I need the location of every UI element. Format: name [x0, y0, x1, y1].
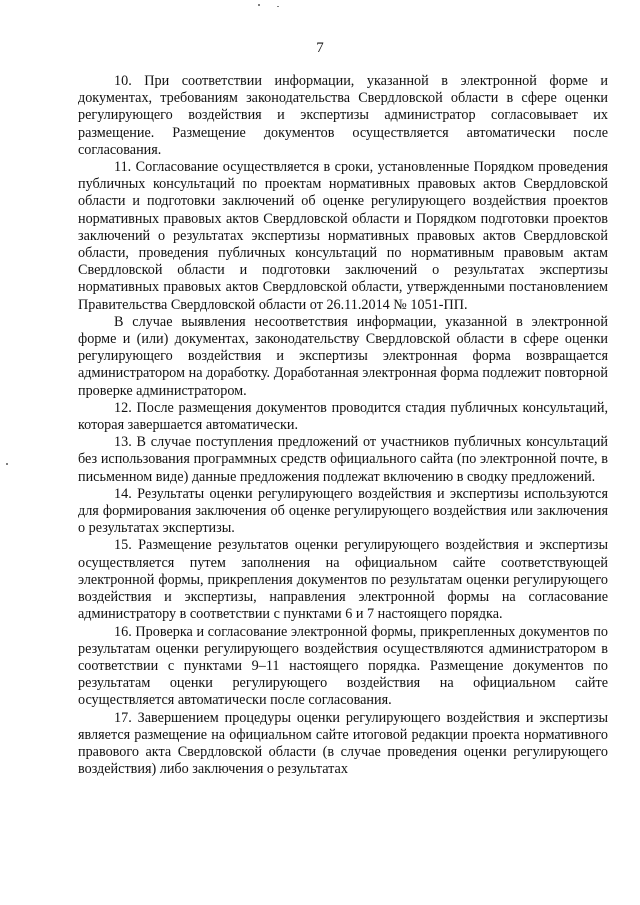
paragraph-11-continuation: В случае выявления несоответствия информации, указанной в электронной форме и (или) документах, законодательству Свердловской области в сфере оценки регулирующего воздействия и экспертизы электронная форма возвращается администратором на доработку. Доработанная электронная форма подлежит повторной проверке администратором. [78, 313, 608, 399]
document-body [78, 73, 608, 778]
paragraph-15: 15. Размещение результатов оценки регулирующего воздействия и экспертизы осуществляется путем заполнения на официальном сайте соответствующей электронной формы, прикрепления документов по результатам оценки регулирующего воздействия и экспертизы, направления электронной формы на согласование администратору в соответствии с пунктами 6 и 7 настоящего порядка. [78, 537, 608, 623]
paragraph-12: 12. После размещения документов проводится стадия публичных консультаций, которая завершается автоматически. [78, 399, 608, 434]
paragraph-14: 14. Результаты оценки регулирующего воздействия и экспертизы используются для формирования заключения об оценке регулирующего воздействия или заключения о результатах экспертизы. [78, 485, 608, 537]
scan-speck [6, 463, 8, 465]
paragraph-13: 13. В случае поступления предложений от участников публичных консультаций без использования программных средств официального сайта (по электронной почте, в письменном виде) данные предложения подлежат включению в сводку предложений. [78, 434, 608, 485]
page-number: 7 [316, 40, 324, 56]
scan-speck [277, 6, 279, 7]
paragraph-10: 10. При соответствии информации, указанной в электронной форме и документах, требованиям законодательства Свердловской области в сфере оценки регулирующего воздействия и экспертизы администратор согласовывает их размещение. Размещение документов осуществляется автоматически после согласования. [78, 73, 608, 158]
paragraph-16: 16. Проверка и согласование электронной формы, прикрепленных документов по результатам оценки регулирующего воздействия осуществляются администратором в соответствии с пунктами 9–11 настоящего порядка. Размещение документов по результатам оценки регулирующего воздействия на официальном сайте осуществляется автоматически после согласования. [78, 623, 608, 709]
paragraph-17: 17. Завершением процедуры оценки регулирующего воздействия и экспертизы является размещение на официальном сайте итоговой редакции проекта нормативного правового акта Свердловской области (в случае проведения оценки регулирующего воздействия) либо заключения о результатах [78, 709, 608, 778]
scan-speck [258, 4, 260, 6]
paragraph-11: 11. Согласование осуществляется в сроки, установленные Порядком проведения публичных консультаций по проектам нормативных правовых актов Свердловской области и подготовки заключений об оценке регулирующего воздействия проектов нормативных правовых актов Свердловской области и Порядком подготовки проектов заключений о результатах экспертизы нормативных правовых актов Свердловской области, проведения публичных консультаций по нормативным правовым актам Свердловской области и подготовки заключений о результатах экспертизы нормативных правовых актов Свердловской области, утвержденными постановлением Правительства Свердловской области от 26.11.2014 № 1051-ПП. [78, 159, 608, 313]
